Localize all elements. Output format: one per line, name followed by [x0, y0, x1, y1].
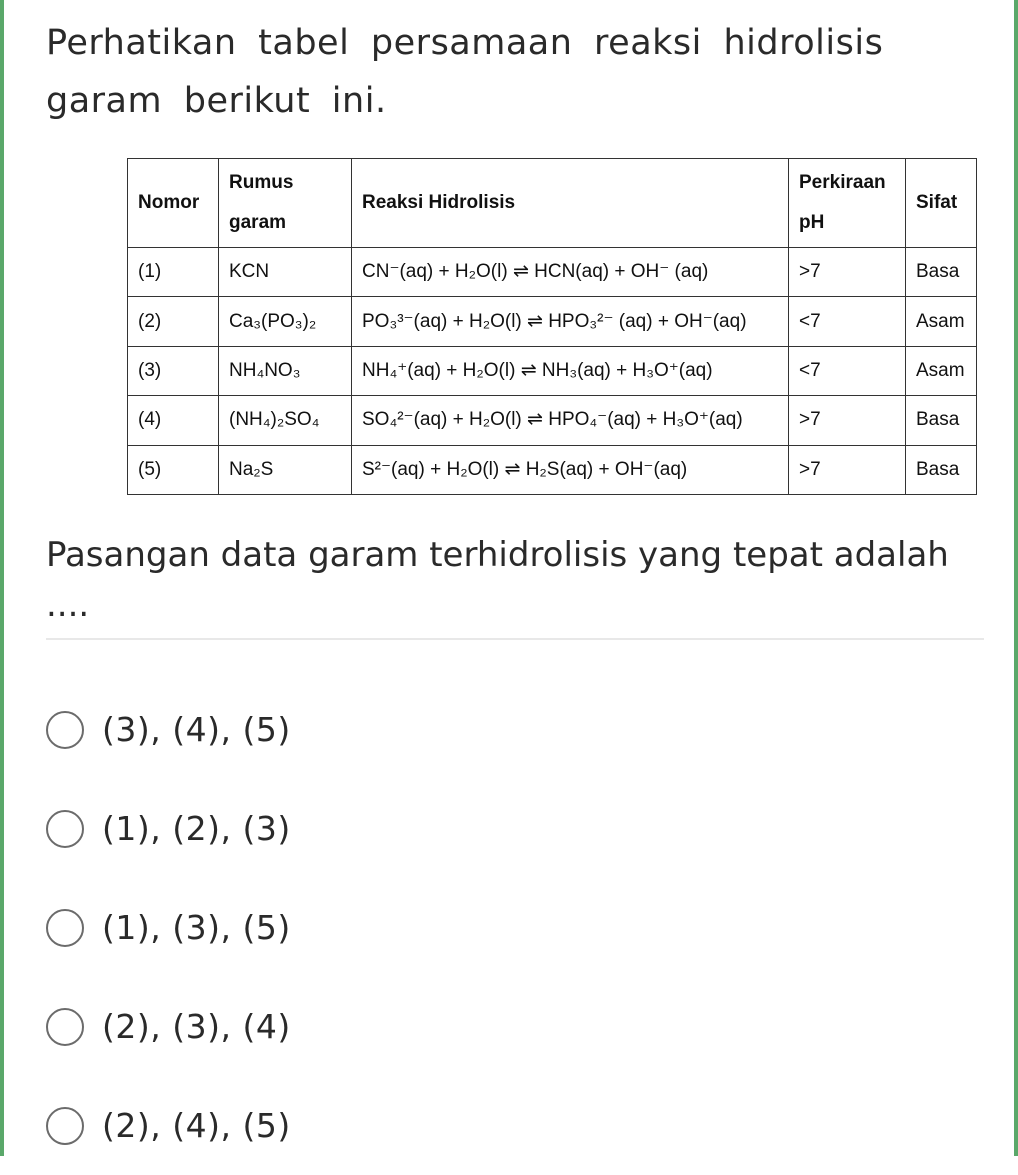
radio-button[interactable]: [46, 810, 84, 848]
cell-rumus: NH₄NO₃: [219, 346, 352, 395]
table-row: [128, 248, 977, 297]
cell-reaksi: PO₃³⁻(aq) + H₂O(l) ⇌ HPO₃²⁻ (aq) + OH⁻(aq): [352, 297, 789, 346]
cell-sifat: Basa: [906, 396, 977, 445]
option-label: (1), (2), (3): [102, 809, 291, 848]
cell-sifat: Asam: [906, 346, 977, 395]
cell-nomor: (4): [128, 396, 219, 445]
cell-reaksi: CN⁻(aq) + H₂O(l) ⇌ HCN(aq) + OH⁻ (aq): [352, 248, 789, 297]
option-label: (3), (4), (5): [102, 710, 291, 749]
cell-ph: >7: [789, 396, 906, 445]
cell-nomor: (5): [128, 445, 219, 494]
question-text: Perhatikan tabel persamaan reaksi hidrolisis garam berikut ini.: [46, 23, 884, 121]
radio-button[interactable]: [46, 711, 84, 749]
table-row: [128, 445, 977, 494]
option-label: (1), (3), (5): [102, 908, 291, 947]
cell-nomor: (3): [128, 346, 219, 395]
cell-reaksi: SO₄²⁻(aq) + H₂O(l) ⇌ HPO₄⁻(aq) + H₃O⁺(aq): [352, 396, 789, 445]
answer-option-4[interactable]: [46, 977, 646, 1076]
table-row: [128, 396, 977, 445]
header-sifat: Sifat: [906, 159, 977, 248]
header-ph: Perkiraan pH: [789, 159, 906, 248]
cell-nomor: (1): [128, 248, 219, 297]
answer-options: [46, 680, 646, 1175]
cell-ph: >7: [789, 445, 906, 494]
cell-rumus: Na₂S: [219, 445, 352, 494]
cell-sifat: Basa: [906, 248, 977, 297]
cell-reaksi: NH₄⁺(aq) + H₂O(l) ⇌ NH₃(aq) + H₃O⁺(aq): [352, 346, 789, 395]
cell-ph: <7: [789, 297, 906, 346]
divider: [46, 638, 984, 640]
answer-option-1[interactable]: [46, 680, 646, 779]
hydrolysis-table: [127, 158, 977, 495]
header-nomor: Nomor: [128, 159, 219, 248]
cell-reaksi: S²⁻(aq) + H₂O(l) ⇌ H₂S(aq) + OH⁻(aq): [352, 445, 789, 494]
cell-sifat: Asam: [906, 297, 977, 346]
table-header-row: [128, 159, 977, 248]
cell-rumus: Ca₃(PO₃)₂: [219, 297, 352, 346]
answer-option-5[interactable]: [46, 1076, 646, 1175]
header-rumus: Rumus garam: [219, 159, 352, 248]
cell-rumus: KCN: [219, 248, 352, 297]
cell-ph: <7: [789, 346, 906, 395]
radio-button[interactable]: [46, 909, 84, 947]
header-reaksi: Reaksi Hidrolisis: [352, 159, 789, 248]
radio-button[interactable]: [46, 1107, 84, 1145]
answer-option-2[interactable]: [46, 779, 646, 878]
question-prompt: Pasangan data garam terhidrolisis yang tepat adalah ....: [46, 535, 949, 625]
cell-rumus: (NH₄)₂SO₄: [219, 396, 352, 445]
radio-button[interactable]: [46, 1008, 84, 1046]
card-left-border: [0, 0, 4, 1156]
option-label: (2), (4), (5): [102, 1106, 291, 1145]
card-right-border: [1014, 0, 1018, 1156]
cell-ph: >7: [789, 248, 906, 297]
table-row: [128, 297, 977, 346]
table-row: [128, 346, 977, 395]
option-label: (2), (3), (4): [102, 1007, 291, 1046]
answer-option-3[interactable]: [46, 878, 646, 977]
cell-nomor: (2): [128, 297, 219, 346]
cell-sifat: Basa: [906, 445, 977, 494]
